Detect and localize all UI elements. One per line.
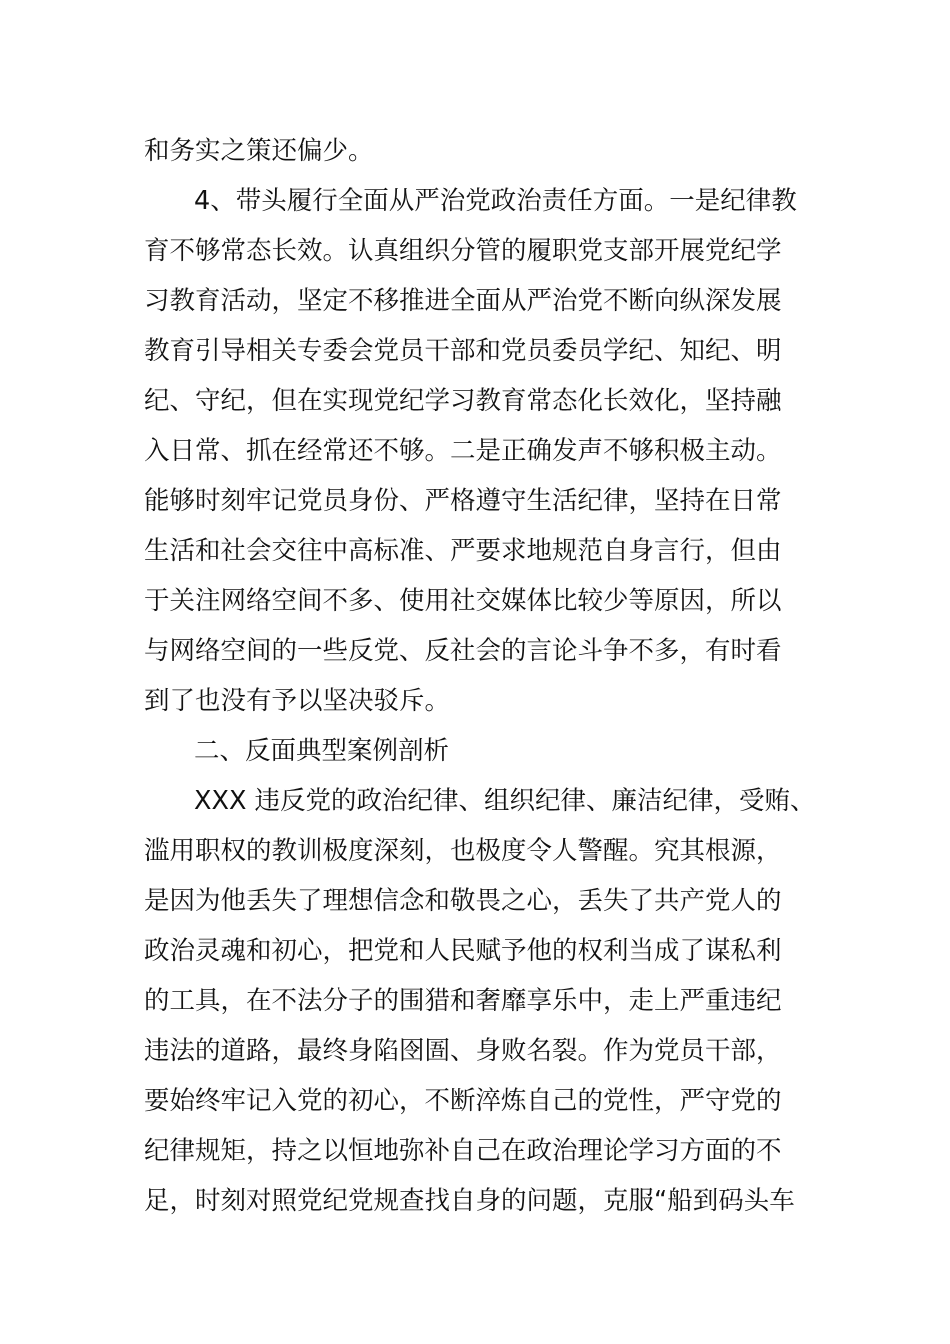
text-line: 违法的道路，最终身陷囹圄、身败名裂。作为党员干部， bbox=[144, 1036, 782, 1066]
text-line: 入日常、抓在经常还不够。二是正确发声不够积极主动。 bbox=[144, 436, 782, 466]
text-line: 要始终牢记入党的初心，不断淬炼自己的党性，严守党的 bbox=[144, 1086, 782, 1116]
text-line: 到了也没有予以坚决驳斥。 bbox=[144, 686, 451, 716]
text-line: 足，时刻对照党纪党规查找自身的问题，克服“船到码头车 bbox=[144, 1186, 795, 1216]
text-line: 习教育活动，坚定不移推进全面从严治党不断向纵深发展 bbox=[144, 286, 782, 316]
paragraph-start-line: XXX 违反党的政治纪律、组织纪律、廉洁纪律，受贿、 bbox=[194, 786, 816, 816]
text-line: 于关注网络空间不多、使用社交媒体比较少等原因，所以 bbox=[144, 586, 782, 616]
text-line: 的工具，在不法分子的围猎和奢靡享乐中，走上严重违纪 bbox=[144, 986, 782, 1016]
text-line: 能够时刻牢记党员身份、严格遵守生活纪律，坚持在日常 bbox=[144, 486, 782, 516]
document-body bbox=[144, 126, 834, 1226]
text-line: 滥用职权的教训极度深刻，也极度令人警醒。究其根源， bbox=[144, 836, 782, 866]
paragraph-start-line: 4、带头履行全面从严治党政治责任方面。一是纪律教 bbox=[194, 186, 797, 216]
text-line: 是因为他丢失了理想信念和敬畏之心，丢失了共产党人的 bbox=[144, 886, 782, 916]
text-line: 和务实之策还偏少。 bbox=[144, 136, 374, 166]
text-line: 与网络空间的一些反党、反社会的言论斗争不多，有时看 bbox=[144, 636, 782, 666]
text-line: 纪律规矩，持之以恒地弥补自己在政治理论学习方面的不 bbox=[144, 1136, 782, 1166]
text-line: 生活和社会交往中高标准、严要求地规范自身言行，但由 bbox=[144, 536, 782, 566]
section-heading: 二、反面典型案例剖析 bbox=[194, 736, 450, 766]
text-line: 政治灵魂和初心，把党和人民赋予他的权利当成了谋私利 bbox=[144, 936, 782, 966]
text-line: 纪、守纪，但在实现党纪学习教育常态化长效化，坚持融 bbox=[144, 386, 782, 416]
text-line: 教育引导相关专委会党员干部和党员委员学纪、知纪、明 bbox=[144, 336, 782, 366]
text-line: 育不够常态长效。认真组织分管的履职党支部开展党纪学 bbox=[144, 236, 782, 266]
